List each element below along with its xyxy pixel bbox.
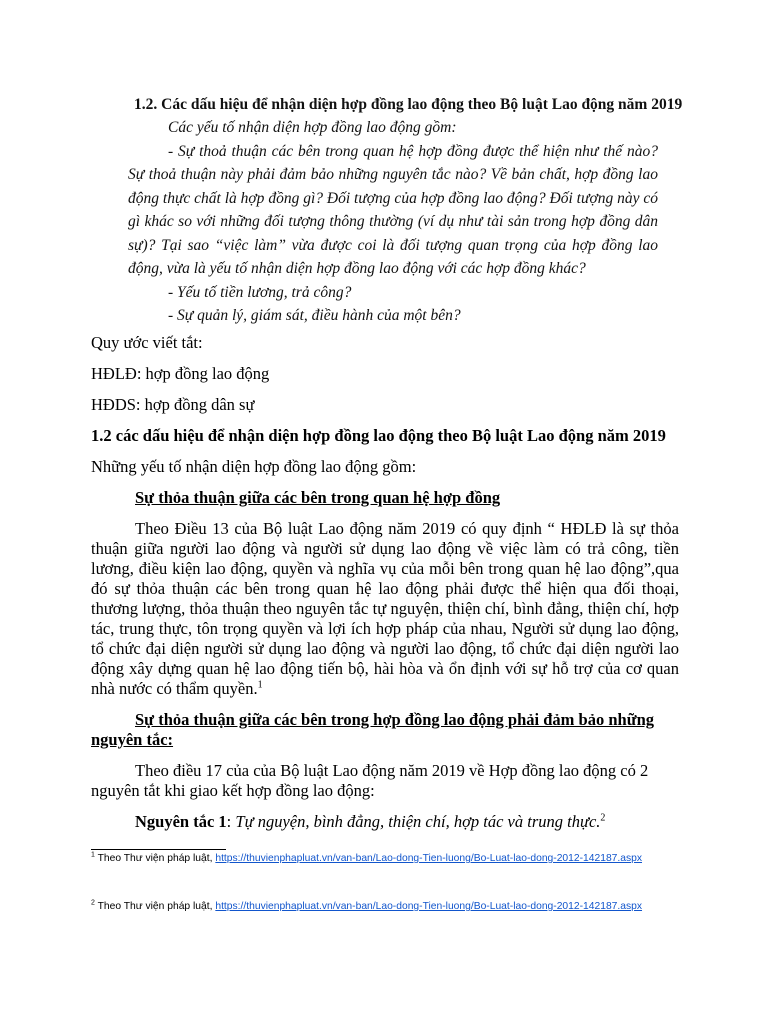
footnote-link[interactable]: https://thuvienphapluat.vn/van-ban/Lao-dong-Tien-luong/Bo-Luat-lao-dong-2012-142187.aspx: [215, 901, 643, 912]
document-body: [91, 333, 679, 843]
scan-question-paragraph: - Sự thoả thuận các bên trong quan hệ hợp đồng được thể hiện như thế nào? Sự thoả thuận này phải đảm bảo những nguyên tắc nào? Về bản chất, hợp đồng lao động thực chất là hợp đồng gì? Đối tượng của hợp đồng lao động? Đối tượng này có gì khác so với những đối tượng thông thường (ví dụ như tài sản trong hợp đồng dân sự)? Tại sao “việc làm” vừa được coi là đối tượng quan trọng của hợp đồng lao động, vừa là yếu tố nhận diện hợp đồng lao động với các hợp đồng khác?: [128, 142, 658, 277]
intro-text: Những yếu tố nhận diện hợp đồng lao động gồm:: [91, 457, 417, 476]
footnote-ref[interactable]: 2: [600, 812, 606, 824]
scan-item: - Yếu tố tiền lương, trả công?: [168, 283, 352, 301]
scanned-excerpt: [128, 94, 683, 328]
principle-1: Nguyên tắc 1: Tự nguyện, bình đẳng, thiện chí, hợp tác và trung thực.$^2$: [135, 812, 606, 831]
footnote: $^2$ Theo Thư viện pháp luật, https://thuvienphapluat.vn/van-ban/Lao-dong-Tien-luong/Bo-Luat-lao-dong-2012-142187.aspx: [91, 899, 643, 912]
scan-item: - Sự quản lý, giám sát, điều hành của một bên?: [168, 307, 461, 324]
footnote-link[interactable]: https://thuvienphapluat.vn/van-ban/Lao-dong-Tien-luong/Bo-Luat-lao-dong-2012-142187.aspx: [215, 853, 643, 864]
footnote-ref[interactable]: 1: [257, 679, 263, 691]
footnote: $^1$ Theo Thư viện pháp luật, https://thuvienphapluat.vn/van-ban/Lao-dong-Tien-luong/Bo-Luat-lao-dong-2012-142187.aspx: [91, 851, 643, 864]
subheading-principles: Sự thỏa thuận giữa các bên trong hợp đồng lao động phải đảm bảo những nguyên tắc:: [91, 710, 655, 749]
abbreviation-title: Quy ước viết tắt:: [91, 333, 203, 352]
paragraph-article-13: Theo Điều 13 của Bộ luật Lao động năm 2019 có quy định “ HĐLĐ là sự thỏa thuận giữa người lao động và người sử dụng lao động về việc làm có trả công, tiền lương, điều kiện lao động, quyền và nghĩa vụ của mỗi bên trong quan hệ lao động”,qua đó sự thỏa thuận các bên trong quan hệ lao động phải được thể hiện qua đối thoại, thương lượng, thỏa thuận theo nguyên tắc tự nguyện, thiện chí, bình đẳng, thiện chí, hợp tác, trung thực, tôn trọng quyền và lợi ích hợp pháp của nhau, Người sử dụng lao động, tổ chức đại diện người sử dụng lao động và người lao động, tổ chức đại diện người lao động xây dựng quan hệ lao động tiến bộ, hài hòa và ổn định với sự hỗ trợ của cơ quan nhà nước có thẩm quyền.$^1$: [91, 519, 679, 698]
section-heading: 1.2 các dấu hiệu để nhận diện hợp đồng lao động theo Bộ luật Lao động năm 2019: [91, 426, 666, 445]
scan-line: Các yếu tố nhận diện hợp đồng lao động gồm:: [168, 119, 457, 136]
footnote-separator: [91, 849, 226, 850]
subheading-agreement: Sự thỏa thuận giữa các bên trong quan hệ hợp đồng: [135, 488, 501, 507]
abbreviation-item: HĐLĐ: hợp đồng lao động: [91, 364, 270, 383]
scan-title: 1.2. Các dấu hiệu để nhận diện hợp đồng lao động theo Bộ luật Lao động năm 2019: [134, 96, 683, 113]
abbreviation-item: HĐDS: hợp đồng dân sự: [91, 395, 255, 414]
paragraph-article-17: Theo điều 17 của của Bộ luật Lao động năm 2019 về Hợp đồng lao động có 2 nguyên tắt khi giao kết hợp đồng lao động:: [91, 761, 649, 800]
